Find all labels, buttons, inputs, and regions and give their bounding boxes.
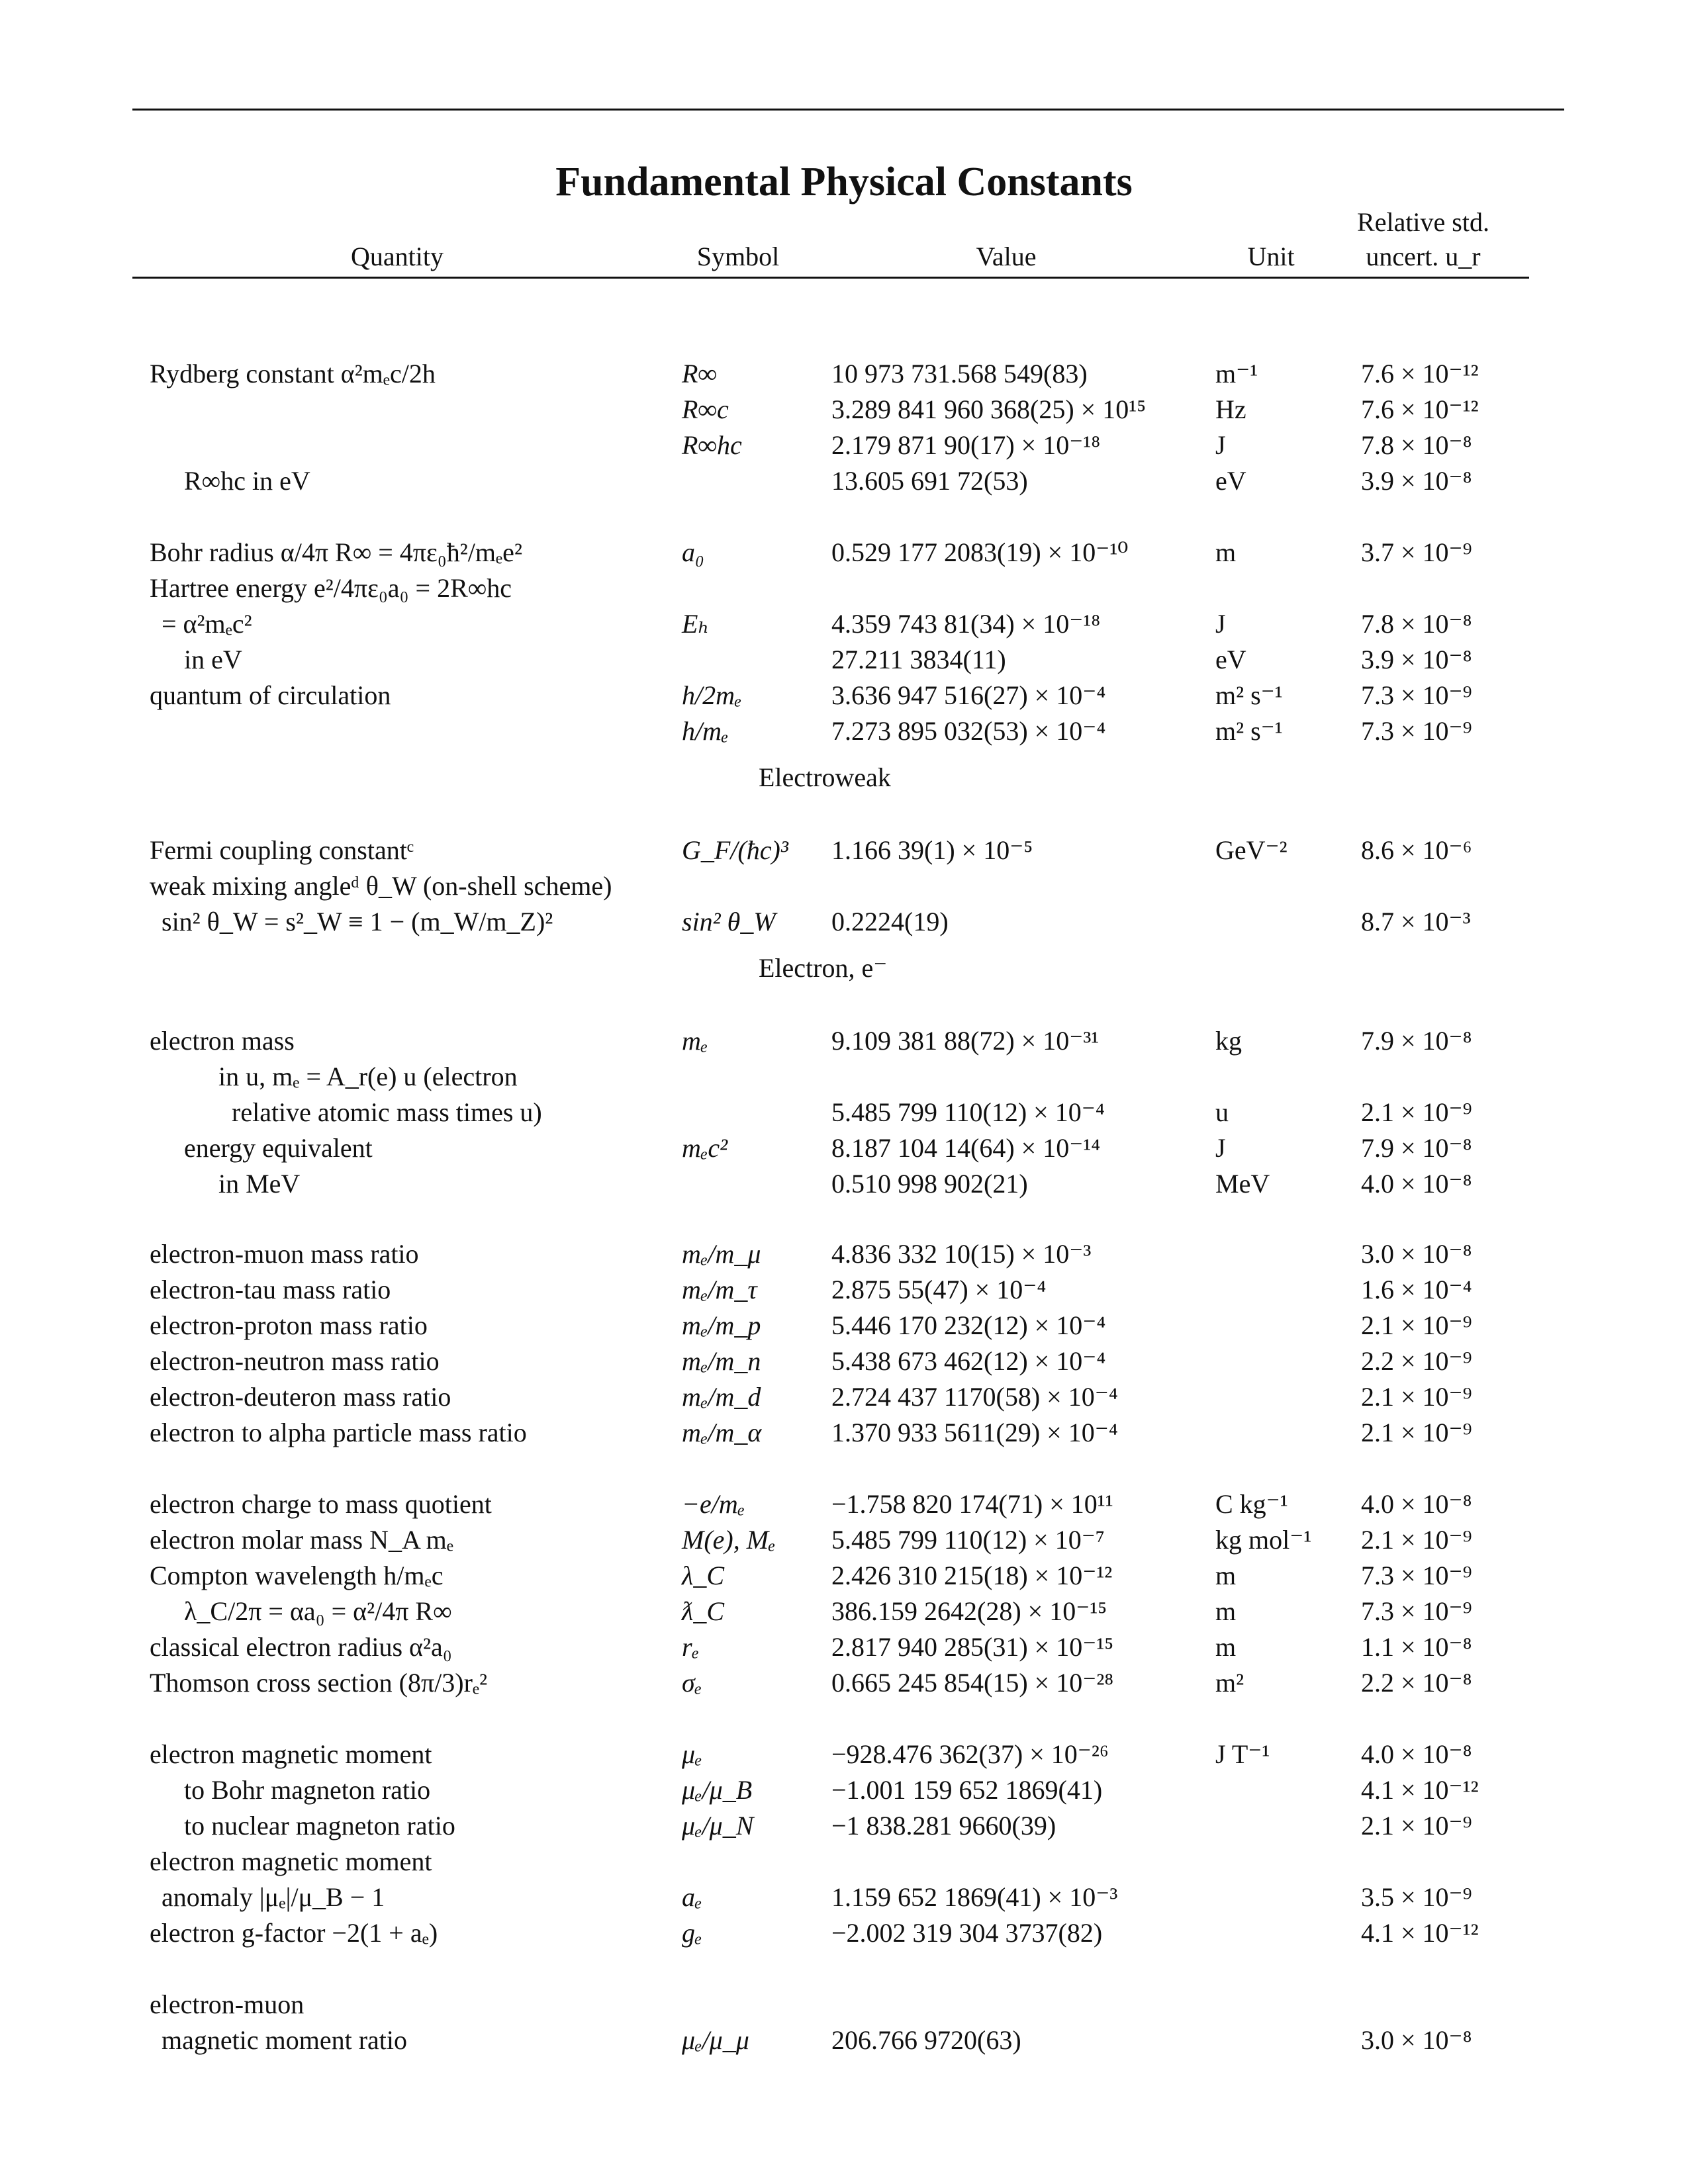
value-cell: −2.002 319 304 3737(82) — [831, 1918, 1103, 1948]
uncertainty-cell: 3.9 × 10⁻⁸ — [1361, 645, 1472, 674]
symbol-cell: h/mₑ — [682, 716, 729, 746]
unit-cell: m — [1215, 1632, 1237, 1662]
value-cell: −1.001 159 652 1869(41) — [831, 1775, 1103, 1805]
table-row — [0, 1130, 1688, 1166]
value-cell: 2.179 871 90(17) × 10⁻¹⁸ — [831, 430, 1101, 460]
table-row — [0, 1059, 1688, 1095]
uncertainty-cell: 4.0 × 10⁻⁸ — [1361, 1739, 1472, 1769]
quantity-cell: energy equivalent — [184, 1133, 373, 1163]
quantity-cell: Thomson cross section (8π/3)rₑ² — [150, 1668, 488, 1698]
value-cell: 10 973 731.568 549(83) — [831, 359, 1088, 388]
quantity-cell: quantum of circulation — [150, 680, 391, 710]
uncertainty-cell: 7.9 × 10⁻⁸ — [1361, 1133, 1472, 1163]
top-rule — [132, 109, 1564, 111]
symbol-cell: M(e), Mₑ — [682, 1525, 776, 1555]
uncertainty-cell: 1.1 × 10⁻⁸ — [1361, 1632, 1472, 1662]
unit-cell: Hz — [1215, 394, 1246, 424]
value-cell: 5.446 170 232(12) × 10⁻⁴ — [831, 1310, 1106, 1340]
symbol-cell: mₑ/m_τ — [682, 1275, 757, 1304]
value-cell: 5.485 799 110(12) × 10⁻⁴ — [831, 1097, 1105, 1127]
quantity-cell: anomaly |μₑ|/μ_B − 1 — [162, 1882, 385, 1912]
symbol-cell: R∞ — [682, 359, 717, 388]
value-cell: 386.159 2642(28) × 10⁻¹⁵ — [831, 1596, 1107, 1626]
quantity-cell: Compton wavelength h/mₑc — [150, 1561, 444, 1590]
uncertainty-cell: 4.0 × 10⁻⁸ — [1361, 1489, 1472, 1519]
quantity-cell: electron magnetic moment — [150, 1739, 432, 1769]
table-row — [0, 2023, 1688, 2058]
quantity-cell: classical electron radius α²a₀ — [150, 1632, 452, 1662]
table-row — [0, 1166, 1688, 1202]
symbol-cell: mₑ/m_p — [682, 1310, 761, 1340]
value-cell: 5.438 673 462(12) × 10⁻⁴ — [831, 1346, 1106, 1376]
symbol-cell: h/2mₑ — [682, 680, 742, 710]
table-row — [0, 1808, 1688, 1844]
quantity-cell: electron-muon mass ratio — [150, 1239, 419, 1269]
symbol-cell: G_F/(ħc)³ — [682, 835, 788, 865]
header-rule — [132, 277, 1529, 279]
table-row — [0, 1415, 1688, 1451]
table-row — [0, 1308, 1688, 1343]
uncertainty-cell: 7.3 × 10⁻⁹ — [1361, 680, 1472, 710]
table-row — [0, 356, 1688, 392]
quantity-cell: magnetic moment ratio — [162, 2025, 407, 2055]
table-row — [0, 833, 1688, 868]
value-cell: 1.166 39(1) × 10⁻⁵ — [831, 835, 1033, 865]
table-row — [0, 570, 1688, 606]
value-cell: 4.359 743 81(34) × 10⁻¹⁸ — [831, 609, 1101, 639]
table-row — [0, 1522, 1688, 1558]
uncertainty-cell: 2.1 × 10⁻⁹ — [1361, 1382, 1472, 1412]
quantity-cell: λ_C/2π = αa₀ = α²/4π R∞ — [184, 1596, 452, 1626]
value-cell: 0.2224(19) — [831, 907, 949, 936]
uncertainty-cell: 7.8 × 10⁻⁸ — [1361, 609, 1472, 639]
symbol-cell: gₑ — [682, 1918, 702, 1948]
value-cell: 4.836 332 10(15) × 10⁻³ — [831, 1239, 1092, 1269]
uncertainty-cell: 7.9 × 10⁻⁸ — [1361, 1026, 1472, 1056]
symbol-cell: mₑ — [682, 1026, 708, 1056]
uncertainty-cell: 3.5 × 10⁻⁹ — [1361, 1882, 1472, 1912]
quantity-cell: electron molar mass N_A mₑ — [150, 1525, 454, 1555]
uncertainty-cell: 2.1 × 10⁻⁹ — [1361, 1097, 1472, 1127]
quantity-cell: Bohr radius α/4π R∞ = 4πε₀ħ²/mₑe² — [150, 537, 522, 567]
table-row — [0, 463, 1688, 499]
quantity-cell: sin² θ_W = s²_W ≡ 1 − (m_W/m_Z)² — [162, 907, 553, 936]
quantity-cell: electron-neutron mass ratio — [150, 1346, 440, 1376]
quantity-cell: electron-proton mass ratio — [150, 1310, 428, 1340]
table-row — [0, 904, 1688, 940]
symbol-cell: R∞c — [682, 394, 729, 424]
unit-cell: eV — [1215, 466, 1246, 496]
table-row — [0, 1880, 1688, 1915]
table-row — [0, 1272, 1688, 1308]
table-row — [0, 1629, 1688, 1665]
table-row — [0, 642, 1688, 678]
uncertainty-cell: 8.7 × 10⁻³ — [1361, 907, 1471, 936]
header-uncertainty-line1: Relative std. — [1357, 207, 1489, 237]
unit-cell: m — [1215, 537, 1237, 567]
value-cell: 1.370 933 5611(29) × 10⁻⁴ — [831, 1418, 1118, 1447]
symbol-cell: R∞hc — [682, 430, 742, 460]
value-cell: 3.289 841 960 368(25) × 10¹⁵ — [831, 394, 1147, 424]
table-row — [0, 535, 1688, 570]
uncertainty-cell: 2.1 × 10⁻⁹ — [1361, 1418, 1472, 1447]
symbol-cell: μₑ/μ_N — [682, 1811, 754, 1841]
section-heading-electroweak: Electroweak — [759, 762, 891, 792]
table-row — [0, 1915, 1688, 1951]
quantity-cell: Rydberg constant α²mₑc/2h — [150, 359, 436, 388]
quantity-cell: electron-muon — [150, 1989, 305, 2019]
unit-cell: u — [1215, 1097, 1229, 1127]
unit-cell: m² s⁻¹ — [1215, 680, 1283, 710]
table-row — [0, 1486, 1688, 1522]
table-row — [0, 1594, 1688, 1629]
symbol-cell: sin² θ_W — [682, 907, 776, 936]
value-cell: 2.875 55(47) × 10⁻⁴ — [831, 1275, 1047, 1304]
quantity-cell: to nuclear magneton ratio — [184, 1811, 455, 1841]
value-cell: 13.605 691 72(53) — [831, 466, 1028, 496]
value-cell: 8.187 104 14(64) × 10⁻¹⁴ — [831, 1133, 1101, 1163]
symbol-cell: −e/mₑ — [682, 1489, 745, 1519]
unit-cell: J — [1215, 609, 1226, 639]
unit-cell: eV — [1215, 645, 1246, 674]
table-row — [0, 606, 1688, 642]
quantity-cell: R∞hc in eV — [184, 466, 310, 496]
quantity-cell: electron magnetic moment — [150, 1846, 432, 1876]
symbol-cell: μₑ — [682, 1739, 702, 1769]
symbol-cell: mₑ/m_μ — [682, 1239, 761, 1269]
table-row — [0, 1987, 1688, 2023]
table-row — [0, 1737, 1688, 1772]
symbol-cell: mₑc² — [682, 1133, 728, 1163]
value-cell: 2.724 437 1170(58) × 10⁻⁴ — [831, 1382, 1118, 1412]
uncertainty-cell: 1.6 × 10⁻⁴ — [1361, 1275, 1472, 1304]
value-cell: 0.665 245 854(15) × 10⁻²⁸ — [831, 1668, 1114, 1698]
symbol-cell: ƛ_C — [682, 1596, 725, 1626]
table-row — [0, 392, 1688, 428]
quantity-cell: electron charge to mass quotient — [150, 1489, 492, 1519]
symbol-cell: a₀ — [682, 537, 704, 567]
quantity-cell: in MeV — [218, 1169, 301, 1199]
table-row — [0, 1844, 1688, 1880]
table-row — [0, 1023, 1688, 1059]
table-row — [0, 428, 1688, 463]
value-cell: 27.211 3834(11) — [831, 645, 1006, 674]
quantity-cell: electron mass — [150, 1026, 295, 1056]
table-row — [0, 1558, 1688, 1594]
table-row — [0, 868, 1688, 904]
table-row — [0, 1379, 1688, 1415]
quantity-cell: = α²mₑc² — [162, 609, 252, 639]
uncertainty-cell: 7.3 × 10⁻⁹ — [1361, 1561, 1472, 1590]
symbol-cell: rₑ — [682, 1632, 700, 1662]
value-cell: 0.510 998 902(21) — [831, 1169, 1028, 1199]
symbol-cell: μₑ/μ_μ — [682, 2025, 749, 2055]
quantity-cell: electron-deuteron mass ratio — [150, 1382, 451, 1412]
uncertainty-cell: 3.9 × 10⁻⁸ — [1361, 466, 1472, 496]
symbol-cell: σₑ — [682, 1668, 702, 1698]
header-uncertainty — [1337, 205, 1509, 274]
table-row — [0, 1095, 1688, 1130]
value-cell: 206.766 9720(63) — [831, 2025, 1021, 2055]
value-cell: 7.273 895 032(53) × 10⁻⁴ — [831, 716, 1106, 746]
uncertainty-cell: 3.7 × 10⁻⁹ — [1361, 537, 1472, 567]
uncertainty-cell: 2.1 × 10⁻⁹ — [1361, 1525, 1472, 1555]
uncertainty-cell: 3.0 × 10⁻⁸ — [1361, 1239, 1472, 1269]
value-cell: 2.426 310 215(18) × 10⁻¹² — [831, 1561, 1113, 1590]
quantity-cell: to Bohr magneton ratio — [184, 1775, 431, 1805]
symbol-cell: μₑ/μ_B — [682, 1775, 753, 1805]
unit-cell: C kg⁻¹ — [1215, 1489, 1288, 1519]
quantity-cell: Fermi coupling constantᶜ — [150, 835, 414, 865]
unit-cell: m⁻¹ — [1215, 359, 1258, 388]
value-cell: 9.109 381 88(72) × 10⁻³¹ — [831, 1026, 1100, 1056]
uncertainty-cell: 7.3 × 10⁻⁹ — [1361, 716, 1472, 746]
unit-cell: MeV — [1215, 1169, 1270, 1199]
table-row — [0, 678, 1688, 713]
unit-cell: J — [1215, 430, 1226, 460]
unit-cell: J T⁻¹ — [1215, 1739, 1270, 1769]
table-row — [0, 1236, 1688, 1272]
unit-cell: m — [1215, 1561, 1237, 1590]
quantity-cell: relative atomic mass times u) — [232, 1097, 542, 1127]
uncertainty-cell: 2.2 × 10⁻⁹ — [1361, 1346, 1472, 1376]
quantity-cell: Hartree energy e²/4πε₀a₀ = 2R∞hc — [150, 573, 512, 603]
unit-cell: GeV⁻² — [1215, 835, 1288, 865]
symbol-cell: mₑ/m_d — [682, 1382, 761, 1412]
quantity-cell: in eV — [184, 645, 242, 674]
unit-cell: m² — [1215, 1668, 1244, 1698]
symbol-cell: aₑ — [682, 1882, 702, 1912]
symbol-cell: mₑ/m_n — [682, 1346, 761, 1376]
uncertainty-cell: 4.1 × 10⁻¹² — [1361, 1775, 1479, 1805]
uncertainty-cell: 4.0 × 10⁻⁸ — [1361, 1169, 1472, 1199]
header-symbol: Symbol — [696, 242, 780, 271]
unit-cell: J — [1215, 1133, 1226, 1163]
header-uncertainty-line2: uncert. u_r — [1366, 242, 1481, 271]
uncertainty-cell: 2.1 × 10⁻⁹ — [1361, 1811, 1472, 1841]
value-cell: −928.476 362(37) × 10⁻²⁶ — [831, 1739, 1109, 1769]
uncertainty-cell: 7.3 × 10⁻⁹ — [1361, 1596, 1472, 1626]
value-cell: −1.758 820 174(71) × 10¹¹ — [831, 1489, 1113, 1519]
section-heading-electron: Electron, e⁻ — [759, 953, 888, 983]
uncertainty-cell: 3.0 × 10⁻⁸ — [1361, 2025, 1472, 2055]
value-cell: 0.529 177 2083(19) × 10⁻¹⁰ — [831, 537, 1129, 567]
value-cell: −1 838.281 9660(39) — [831, 1811, 1056, 1841]
quantity-cell: in u, mₑ = A_r(e) u (electron — [218, 1062, 518, 1091]
uncertainty-cell: 7.6 × 10⁻¹² — [1361, 394, 1479, 424]
table-row — [0, 1665, 1688, 1701]
table-row — [0, 713, 1688, 749]
uncertainty-cell: 4.1 × 10⁻¹² — [1361, 1918, 1479, 1948]
unit-cell: kg — [1215, 1026, 1242, 1056]
quantity-cell: electron g-factor −2(1 + aₑ) — [150, 1918, 438, 1948]
header-unit: Unit — [1247, 242, 1295, 271]
uncertainty-cell: 2.1 × 10⁻⁹ — [1361, 1310, 1472, 1340]
quantity-cell: electron-tau mass ratio — [150, 1275, 391, 1304]
uncertainty-cell: 7.6 × 10⁻¹² — [1361, 359, 1479, 388]
quantity-cell: weak mixing angleᵈ θ_W (on-shell scheme) — [150, 871, 612, 901]
symbol-cell: λ_C — [682, 1561, 725, 1590]
quantity-cell: electron to alpha particle mass ratio — [150, 1418, 527, 1447]
uncertainty-cell: 8.6 × 10⁻⁶ — [1361, 835, 1472, 865]
table-row — [0, 1343, 1688, 1379]
value-cell: 1.159 652 1869(41) × 10⁻³ — [831, 1882, 1118, 1912]
symbol-cell: mₑ/m_α — [682, 1418, 762, 1447]
page-title: Fundamental Physical Constants — [555, 159, 1133, 205]
value-cell: 5.485 799 110(12) × 10⁻⁷ — [831, 1525, 1105, 1555]
unit-cell: kg mol⁻¹ — [1215, 1525, 1312, 1555]
unit-cell: m — [1215, 1596, 1237, 1626]
table-row — [0, 1772, 1688, 1808]
value-cell: 3.636 947 516(27) × 10⁻⁴ — [831, 680, 1106, 710]
value-cell: 2.817 940 285(31) × 10⁻¹⁵ — [831, 1632, 1114, 1662]
symbol-cell: Eₕ — [682, 609, 710, 639]
header-value: Value — [976, 242, 1037, 271]
header-quantity: Quantity — [351, 242, 444, 271]
uncertainty-cell: 7.8 × 10⁻⁸ — [1361, 430, 1472, 460]
unit-cell: m² s⁻¹ — [1215, 716, 1283, 746]
uncertainty-cell: 2.2 × 10⁻⁸ — [1361, 1668, 1472, 1698]
